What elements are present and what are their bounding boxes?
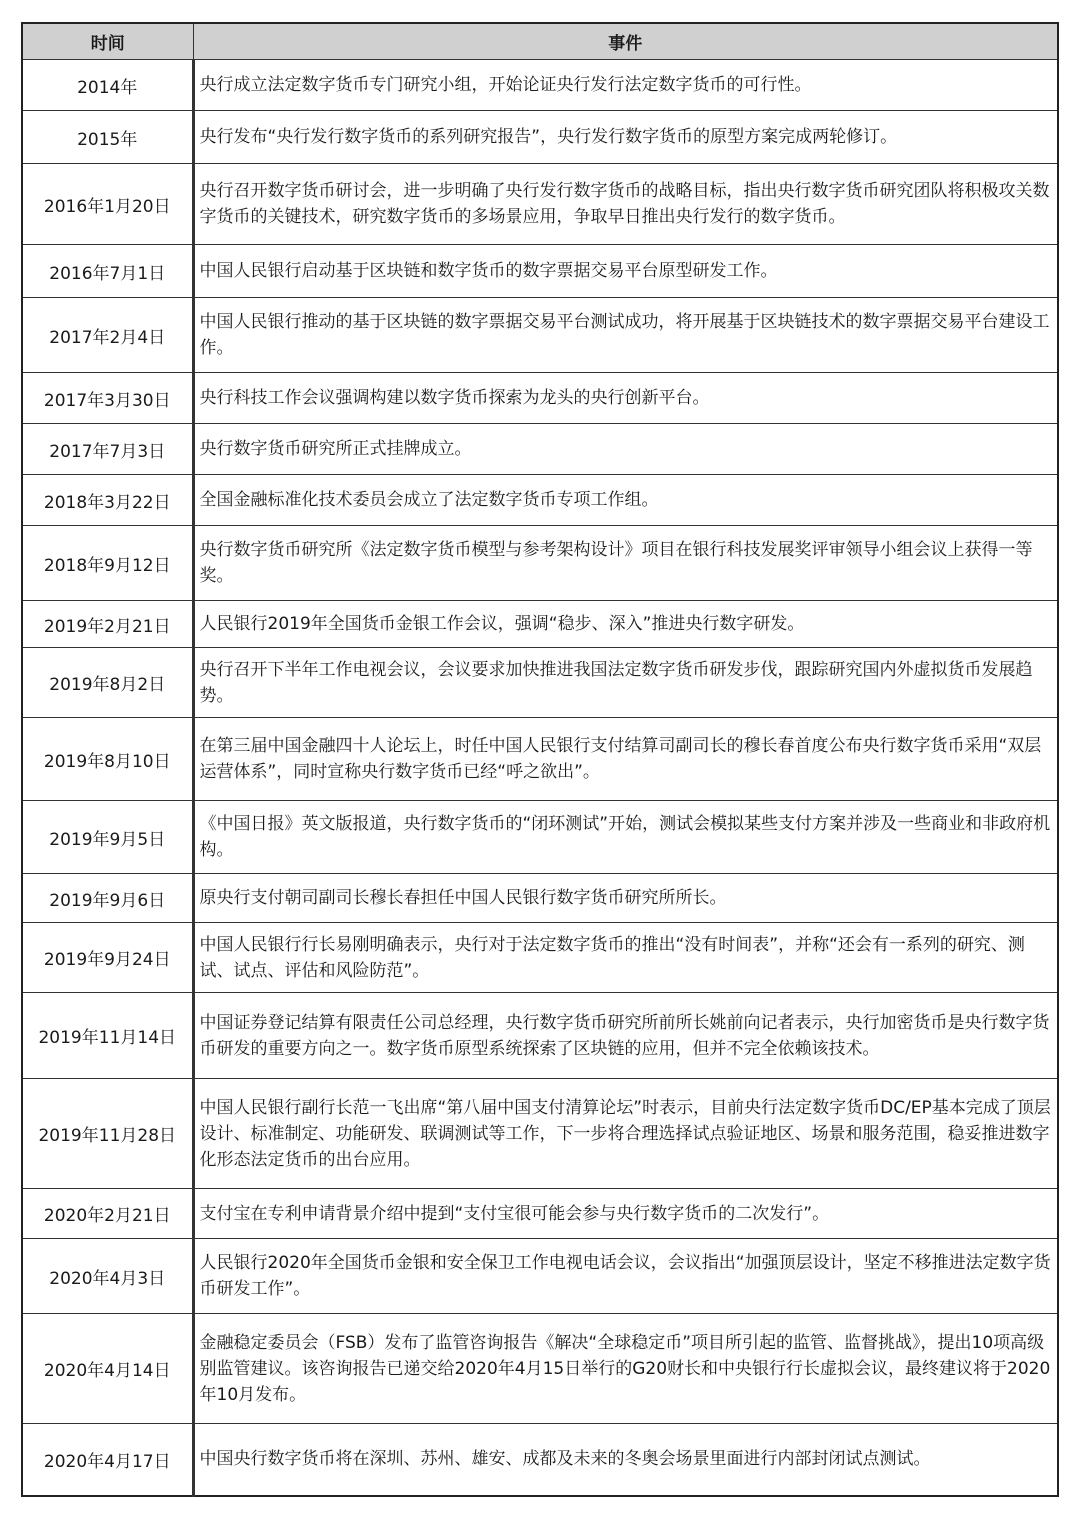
row-date: 2018年3月22日	[22, 475, 193, 526]
row-date: 2019年2月21日	[22, 601, 193, 648]
row-date: 2019年11月14日	[22, 993, 193, 1079]
row-date: 2016年7月1日	[22, 245, 193, 298]
row-event: 央行数字货币研究所《法定数字货币模型与参考架构设计》项目在银行科技发展奖评审领导小组会议上获得一等奖。	[193, 526, 1058, 601]
row-event: 中国证券登记结算有限责任公司总经理，央行数字货币研究所前所长姚前向记者表示，央行加密货币是央行数字货币研发的重要方向之一。数字货币原型系统探索了区块链的应用，但并不完全依赖该技术。	[193, 993, 1058, 1079]
table-row	[22, 60, 1058, 111]
table-row	[22, 801, 1058, 874]
table-row	[22, 475, 1058, 526]
row-event: 人民银行2020年全国货币金银和安全保卫工作电视电话会议，会议指出“加强顶层设计，坚定不移推进法定数字货币研发工作”。	[193, 1239, 1058, 1314]
row-event: 人民银行2019年全国货币金银工作会议，强调“稳步、深入”推进央行数字研发。	[193, 601, 1058, 648]
row-event: 支付宝在专利申请背景介绍中提到“支付宝很可能会参与央行数字货币的二次发行”。	[193, 1189, 1058, 1239]
row-event: 央行科技工作会议强调构建以数字货币探索为龙头的央行创新平台。	[193, 373, 1058, 424]
row-date: 2017年2月4日	[22, 298, 193, 373]
table-row	[22, 1189, 1058, 1239]
row-event: 全国金融标准化技术委员会成立了法定数字货币专项工作组。	[193, 475, 1058, 526]
row-date: 2020年2月21日	[22, 1189, 193, 1239]
row-event: 中国人民银行副行长范一飞出席“第八届中国支付清算论坛”时表示，目前央行法定数字货币DC/EP基本完成了顶层设计、标准制定、功能研发、联调测试等工作，下一步将合理选择试点验证地区、场景和服务范围，稳妥推进数字化形态法定货币的出台应用。	[193, 1079, 1058, 1189]
table-row	[22, 1239, 1058, 1314]
table-row	[22, 993, 1058, 1079]
row-event: 央行发布“央行发行数字货币的系列研究报告”，央行发行数字货币的原型方案完成两轮修订。	[193, 111, 1058, 164]
row-date: 2019年11月28日	[22, 1079, 193, 1189]
row-event: 中国央行数字货币将在深圳、苏州、雄安、成都及未来的冬奥会场景里面进行内部封闭试点测试。	[193, 1424, 1058, 1496]
table-row	[22, 298, 1058, 373]
row-date: 2020年4月14日	[22, 1314, 193, 1424]
row-date: 2017年7月3日	[22, 424, 193, 475]
table-row	[22, 648, 1058, 718]
table-row	[22, 1314, 1058, 1424]
row-date: 2014年	[22, 60, 193, 111]
row-date: 2018年9月12日	[22, 526, 193, 601]
row-event: 央行数字货币研究所正式挂牌成立。	[193, 424, 1058, 475]
row-date: 2020年4月3日	[22, 1239, 193, 1314]
row-event: 中国人民银行启动基于区块链和数字货币的数字票据交易平台原型研发工作。	[193, 245, 1058, 298]
row-event: 中国人民银行行长易刚明确表示，央行对于法定数字货币的推出“没有时间表”，并称“还会有一系列的研究、测试、试点、评估和风险防范”。	[193, 923, 1058, 993]
table-row	[22, 245, 1058, 298]
table-row	[22, 874, 1058, 923]
row-event: 央行召开数字货币研讨会，进一步明确了央行发行数字货币的战略目标，指出央行数字货币研究团队将积极攻关数字货币的关键技术，研究数字货币的多场景应用，争取早日推出央行发行的数字货币。	[193, 164, 1058, 245]
row-date: 2019年8月2日	[22, 648, 193, 718]
table-row	[22, 923, 1058, 993]
row-event: 原央行支付朝司副司长穆长春担任中国人民银行数字货币研究所所长。	[193, 874, 1058, 923]
row-date: 2016年1月20日	[22, 164, 193, 245]
row-date: 2019年9月24日	[22, 923, 193, 993]
table-row	[22, 111, 1058, 164]
table-row	[22, 718, 1058, 801]
table-row	[22, 164, 1058, 245]
row-event: 在第三届中国金融四十人论坛上，时任中国人民银行支付结算司副司长的穆长春首度公布央行数字货币采用“双层运营体系”，同时宣称央行数字货币已经“呼之欲出”。	[193, 718, 1058, 801]
table-row	[22, 601, 1058, 648]
row-event: 央行召开下半年工作电视会议，会议要求加快推进我国法定数字货币研发步伐，跟踪研究国内外虚拟货币发展趋势。	[193, 648, 1058, 718]
table-row	[22, 373, 1058, 424]
column-header-event: 事件	[193, 23, 1058, 60]
column-header-time: 时间	[22, 23, 193, 60]
row-event: 中国人民银行推动的基于区块链的数字票据交易平台测试成功，将开展基于区块链技术的数字票据交易平台建设工作。	[193, 298, 1058, 373]
row-date: 2019年8月10日	[22, 718, 193, 801]
row-date: 2015年	[22, 111, 193, 164]
table-row	[22, 1079, 1058, 1189]
row-date: 2019年9月5日	[22, 801, 193, 874]
header-row	[22, 23, 1058, 60]
row-event: 央行成立法定数字货币专门研究小组，开始论证央行发行法定数字货币的可行性。	[193, 60, 1058, 111]
timeline-table	[21, 22, 1059, 1497]
table-row	[22, 526, 1058, 601]
row-date: 2017年3月30日	[22, 373, 193, 424]
row-event: 《中国日报》英文版报道，央行数字货币的“闭环测试”开始，测试会模拟某些支付方案并涉及一些商业和非政府机构。	[193, 801, 1058, 874]
row-event: 金融稳定委员会（FSB）发布了监管咨询报告《解决“全球稳定币”项目所引起的监管、监督挑战》，提出10项高级别监管建议。该咨询报告已递交给2020年4月15日举行的G20财长和中央银行行长虚拟会议，最终建议将于2020年10月发布。	[193, 1314, 1058, 1424]
table-row	[22, 1424, 1058, 1496]
table-row	[22, 424, 1058, 475]
row-date: 2020年4月17日	[22, 1424, 193, 1496]
row-date: 2019年9月6日	[22, 874, 193, 923]
